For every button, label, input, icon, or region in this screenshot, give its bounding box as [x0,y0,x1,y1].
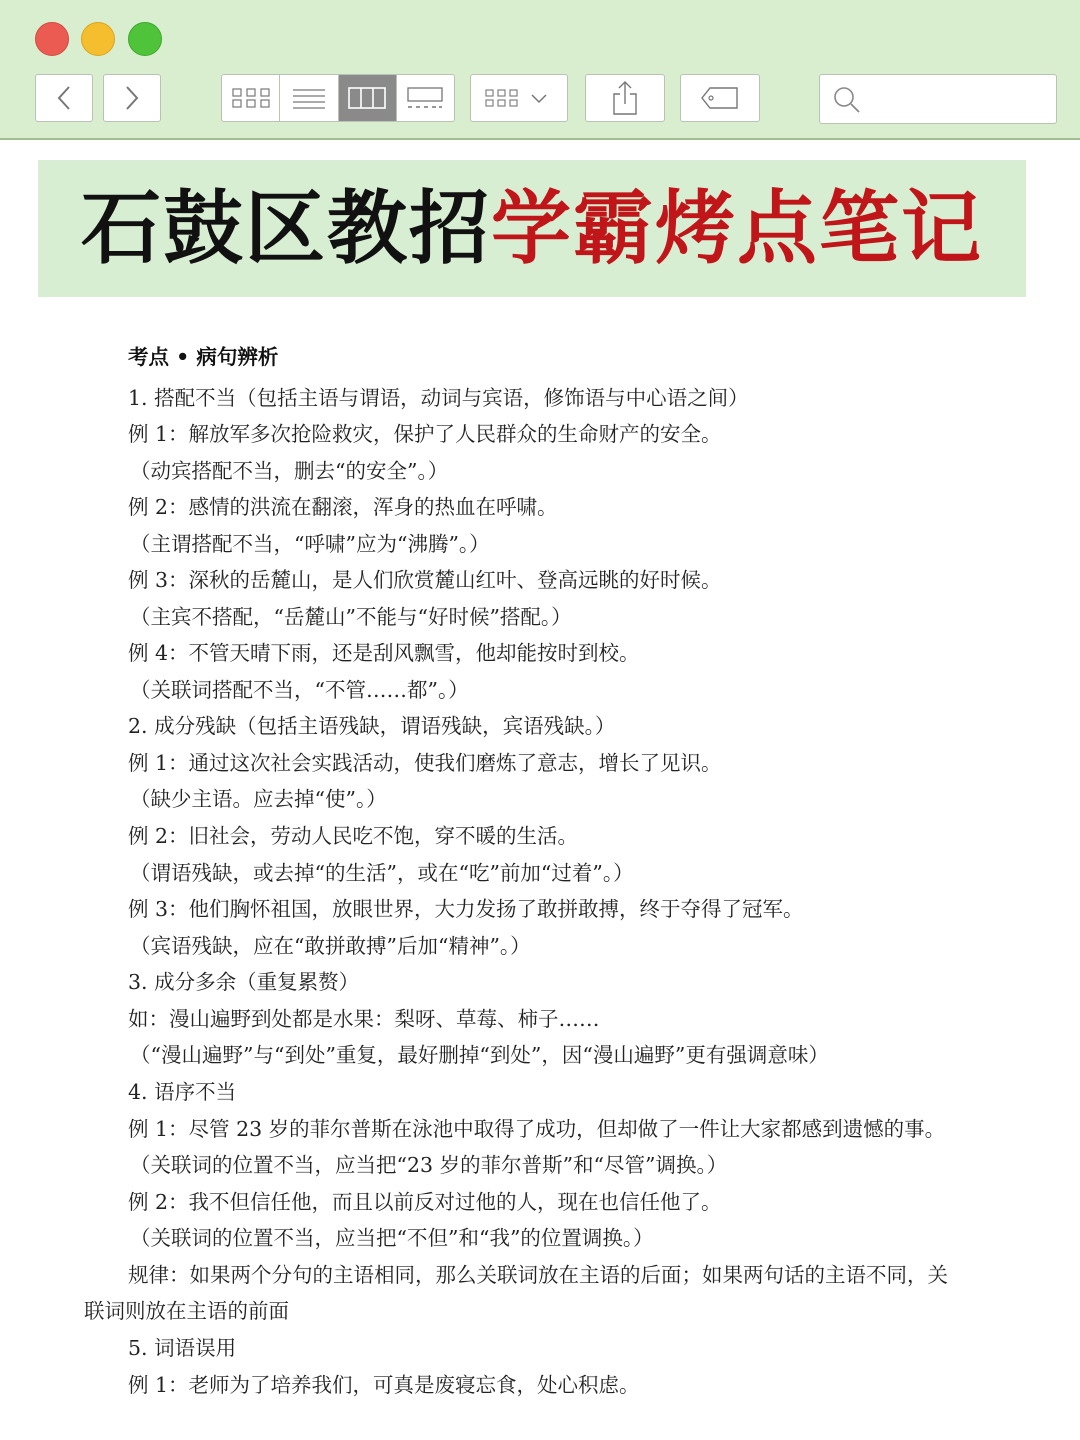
section-heading: 考点 • 病句辨析 [128,345,279,369]
text-line: 例 3：深秋的岳麓山，是人们欣赏麓山红叶、登高远眺的好时候。 [128,568,722,592]
text-line: 如：漫山遍野到处都是水果：梨呀、草莓、柿子…… [128,1007,600,1031]
text-line: （缺少主语。应去掉“使”。） [130,787,387,811]
forward-button[interactable] [103,74,161,122]
text-line: 例 1：解放军多次抢险救灾，保护了人民群众的生命财产的安全。 [128,422,722,446]
zoom-window-button[interactable] [128,22,162,56]
back-button[interactable] [35,74,93,122]
text-line: （关联词的位置不当，应当把“不但”和“我”的位置调换。） [130,1226,654,1250]
share-icon [610,80,640,116]
text-line: （主谓搭配不当，“呼啸”应为“沸腾”。） [130,532,490,556]
forward-arrow-icon [122,84,142,112]
text-line: 1. 搭配不当（包括主语与谓语，动词与宾语，修饰语与中心语之间） [128,386,749,410]
chevron-down-icon [532,95,546,102]
view-mode-selector [221,74,455,122]
text-line: （宾语残缺，应在“敢拼敢搏”后加“精神”。） [130,934,531,958]
text-line: 3. 成分多余（重复累赘） [128,970,360,994]
text-line: 2. 成分残缺（包括主语残缺，谓语残缺，宾语残缺。） [128,714,616,738]
gallery-view-icon [406,86,444,110]
column-view-icon [348,86,386,110]
banner-title-part1: 石鼓区教招 [81,181,491,275]
icon-view-icon [231,86,271,110]
share-button[interactable] [585,74,665,122]
text-line: 4. 语序不当 [128,1080,237,1104]
list-view-icon [292,86,326,110]
banner-title-part2: 学霸烤点笔记 [491,181,983,275]
text-line: 例 3：他们胸怀祖国，放眼世界，大力发扬了敢拼敢搏，终于夺得了冠军。 [128,897,804,921]
text-line: 例 1：老师为了培养我们，可真是废寝忘食，处心积虑。 [128,1373,640,1397]
back-arrow-icon [54,84,74,112]
text-line: （动宾搭配不当，删去“的安全”。） [130,459,449,483]
search-input[interactable] [870,83,1050,117]
tag-button[interactable] [680,74,760,122]
text-line: 例 1：尽管 23 岁的菲尔普斯在泳池中取得了成功，但却做了一件让大家都感到遗憾的事。 [128,1117,946,1141]
title-banner [38,160,1026,297]
group-button[interactable] [470,74,568,122]
gallery-view-button[interactable] [397,75,454,121]
text-line: （谓语残缺，或去掉“的生活”，或在“吃”前加“过着”。） [130,861,634,885]
text-line: 5. 词语误用 [128,1336,237,1360]
text-line: （关联词的位置不当，应当把“23 岁的菲尔普斯”和“尽管”调换。） [130,1153,728,1177]
icon-view-button[interactable] [222,75,280,121]
text-line: 例 1：通过这次社会实践活动，使我们磨炼了意志，增长了见识。 [128,751,722,775]
group-icon [484,86,554,110]
text-line: 例 2：我不但信任他，而且以前反对过他的人，现在也信任他了。 [128,1190,722,1214]
text-line: 联词则放在主语的前面 [84,1299,289,1323]
search-icon [832,85,862,115]
text-line: 规律：如果两个分句的主语相同，那么关联词放在主语的后面；如果两句话的主语不同，关 [128,1263,948,1287]
search-field[interactable] [819,74,1057,124]
text-line: （主宾不搭配，“岳麓山”不能与“好时候”搭配。） [130,605,572,629]
text-line: 例 2：旧社会，劳动人民吃不饱，穿不暖的生活。 [128,824,579,848]
list-view-button[interactable] [280,75,338,121]
close-window-button[interactable] [35,22,69,56]
text-line: 例 4：不管天晴下雨，还是刮风飘雪，他却能按时到校。 [128,641,640,665]
text-line: （关联词搭配不当，“不管……都”。） [130,678,469,702]
minimize-window-button[interactable] [81,22,115,56]
text-line: （“漫山遍野”与“到处”重复，最好删掉“到处”，因“漫山遍野”更有强调意味） [130,1043,829,1067]
tag-icon [700,85,740,111]
window-toolbar [0,0,1080,140]
column-view-button[interactable] [339,75,397,121]
text-line: 例 2：感情的洪流在翻滚，浑身的热血在呼啸。 [128,495,558,519]
